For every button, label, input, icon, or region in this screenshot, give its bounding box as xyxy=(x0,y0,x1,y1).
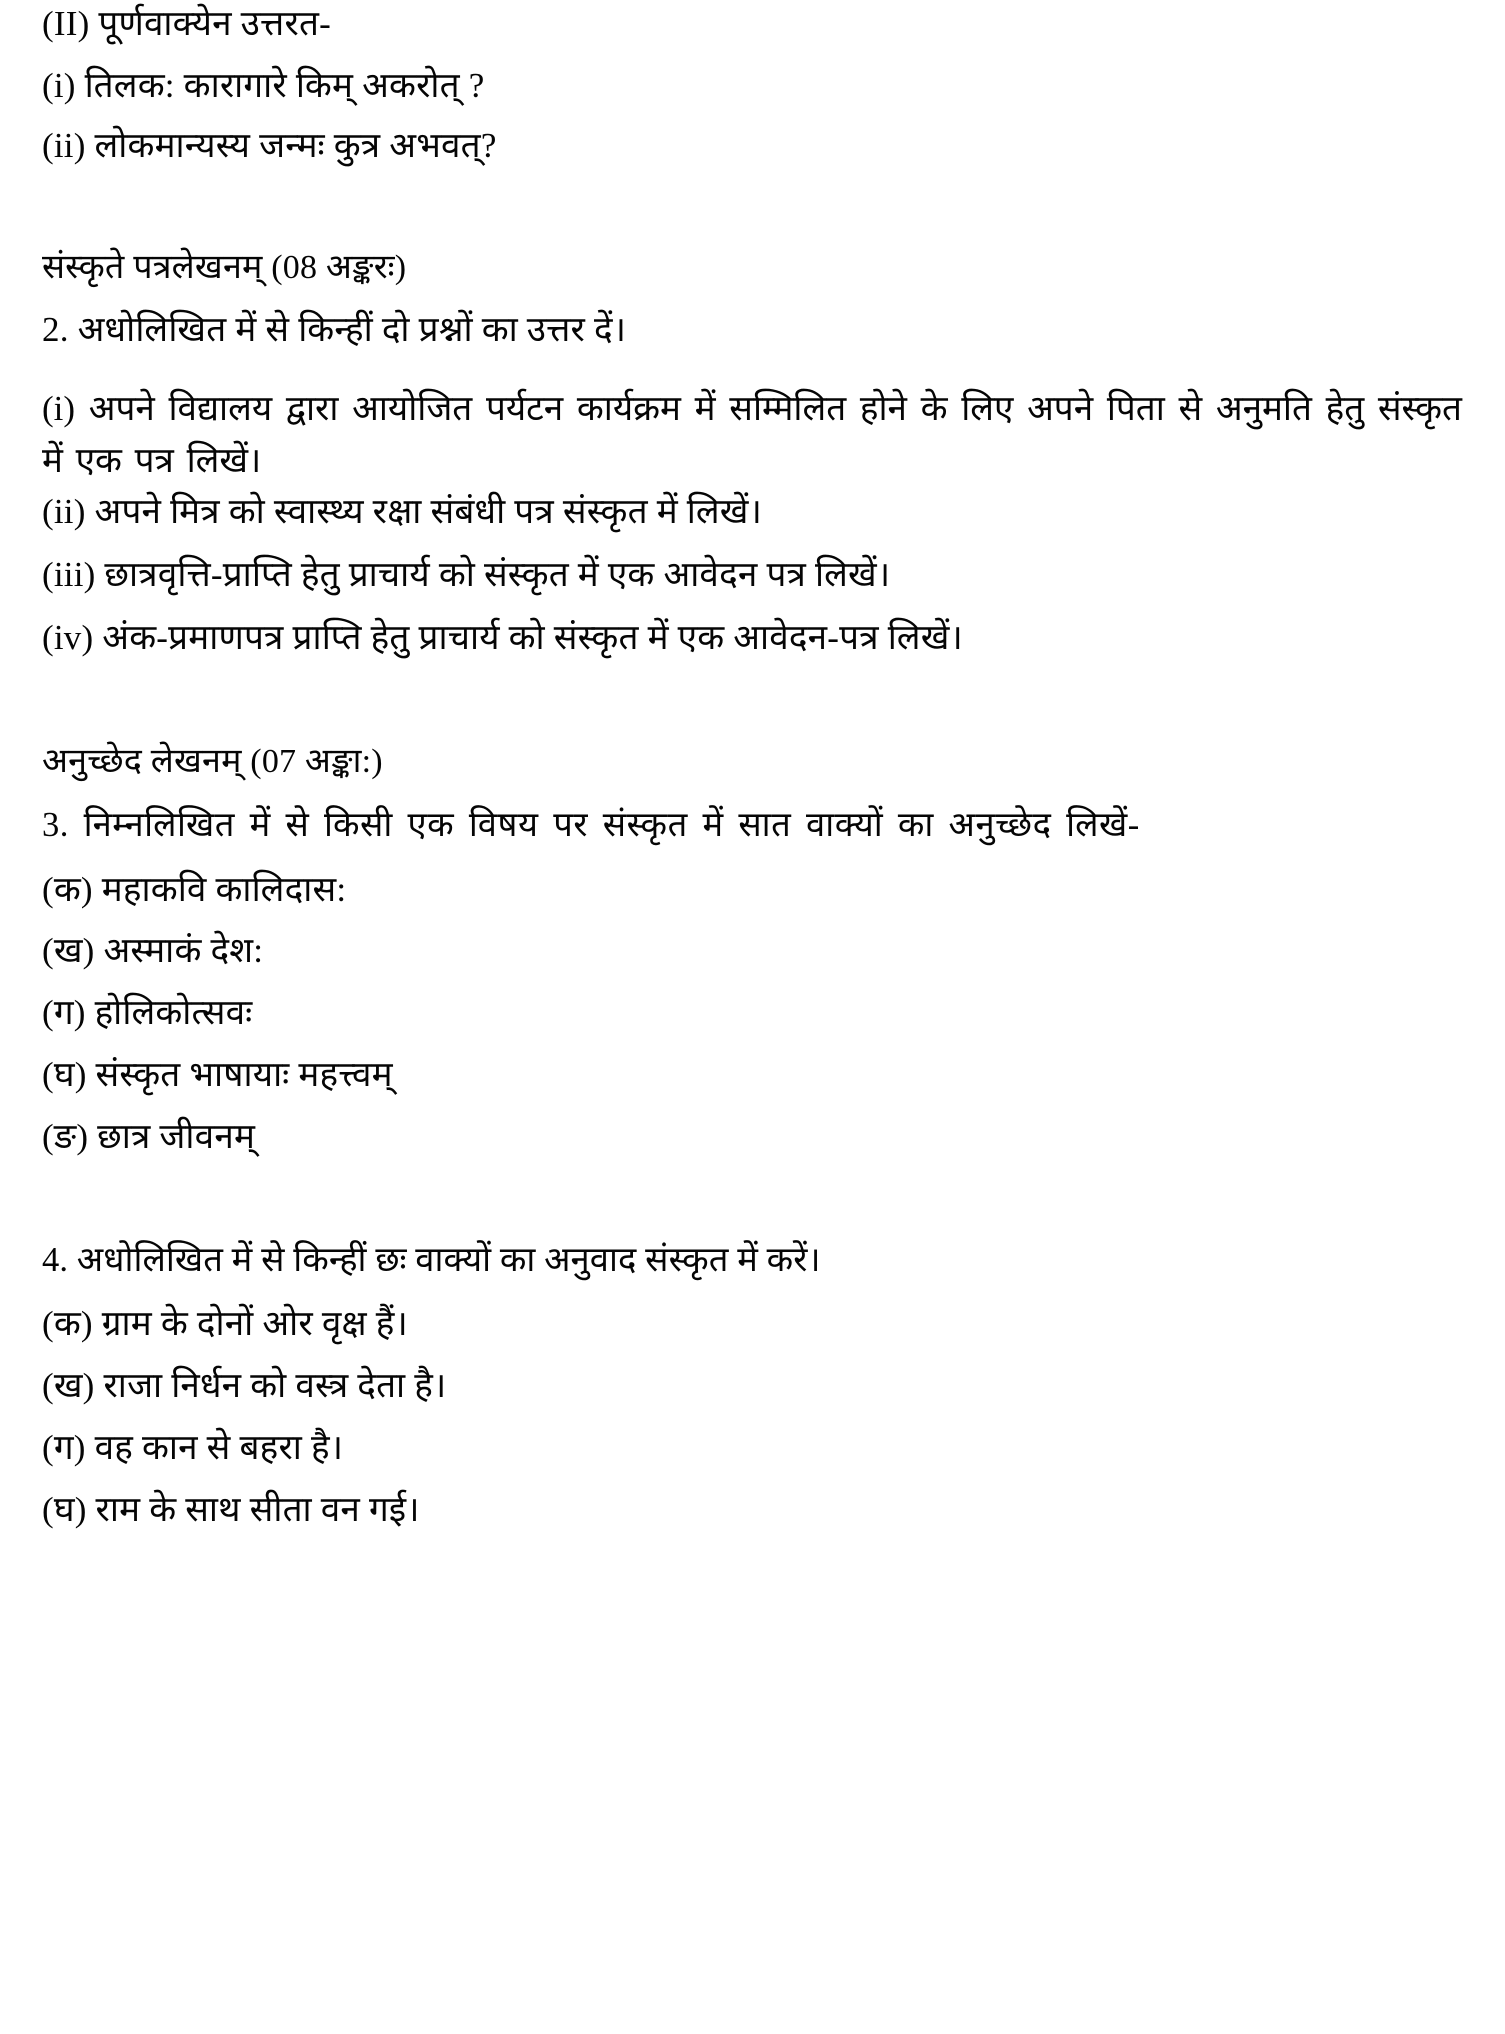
paragraph-topic-item: (ग) होलिकोत्सवः xyxy=(42,993,253,1032)
paragraph-topic-item: (ङ) छात्र जीवनम् xyxy=(42,1117,256,1156)
letter-writing-item: (i) अपने विद्यालय द्वारा आयोजित पर्यटन कार्यक्रम में सम्मिलित होने के लिए अपने पिता से अनुमति हेतु संस्कृत में एक पत्र लिखें। xyxy=(42,389,1462,480)
question-item: (ii) लोकमान्यस्य जन्मः कुत्र अभवत्? xyxy=(42,126,497,165)
letter-writing-item: (ii) अपने मित्र को स्वास्थ्य रक्षा संबंधी पत्र संस्कृत में लिखें। xyxy=(42,492,763,531)
translation-sentence-item: (क) ग्राम के दोनों ओर वृक्ष हैं। xyxy=(42,1304,408,1343)
section-heading-paragraph-writing: अनुच्छेद लेखनम् (07 अङ्का:) xyxy=(42,743,383,780)
section-heading-letter-writing: संस्कृते पत्रलेखनम् (08 अङ्करः) xyxy=(42,249,407,286)
question-item: (i) तिलक: कारागारे किम् अकरोत् ? xyxy=(42,66,485,105)
translation-sentence-item: (घ) राम के साथ सीता वन गई। xyxy=(42,1490,420,1529)
letter-writing-item: (iv) अंक-प्रमाणपत्र प्राप्ति हेतु प्राचार्य को संस्कृत में एक आवेदन-पत्र लिखें। xyxy=(42,618,964,657)
paragraph-topic-item: (घ) संस्कृत भाषायाः महत्त्वम् xyxy=(42,1055,393,1094)
translation-sentence-item: (ग) वह कान से बहरा है। xyxy=(42,1428,344,1467)
instruction-translation: 4. अधोलिखित में से किन्हीं छः वाक्यों का अनुवाद संस्कृत में करें। xyxy=(42,1241,821,1279)
paragraph-topic-item: (ख) अस्माकं देश: xyxy=(42,931,264,970)
instruction-letter-writing: 2. अधोलिखित में से किन्हीं दो प्रश्नों का उत्तर दें। xyxy=(42,310,627,349)
letter-writing-item: (iii) छात्रवृत्ति-प्राप्ति हेतु प्राचार्य को संस्कृत में एक आवेदन पत्र लिखें। xyxy=(42,555,891,594)
instruction-answer-full-sentence: (II) पूर्णवाक्येन उत्तरत- xyxy=(42,4,331,43)
instruction-paragraph-writing: 3. निम्नलिखित में से किसी एक विषय पर संस्कृत में सात वाक्यों का अनुच्छेद लिखें- xyxy=(42,806,1140,844)
translation-sentence-item: (ख) राजा निर्धन को वस्त्र देता है। xyxy=(42,1366,447,1405)
paragraph-topic-item: (क) महाकवि कालिदास: xyxy=(42,870,347,909)
